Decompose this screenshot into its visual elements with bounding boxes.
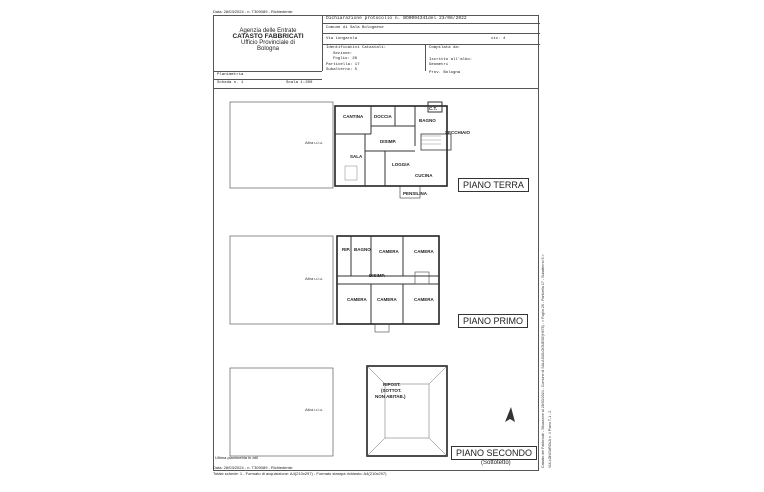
room-label: CAMERA bbox=[414, 249, 434, 254]
scala-label: Scala 1:200 bbox=[286, 81, 313, 85]
room-label: RIP. bbox=[342, 247, 351, 252]
room-label: CANTINA bbox=[343, 114, 364, 119]
agency-line2: CATASTO FABBRICATI bbox=[232, 33, 304, 40]
floor-label-primo: PIANO PRIMO bbox=[458, 314, 528, 328]
agency-line1: Agenzia delle Entrate bbox=[239, 28, 297, 34]
stair-well bbox=[415, 272, 429, 284]
room-label: CAMERA bbox=[379, 249, 399, 254]
planimetria-label: Planimetria bbox=[217, 73, 244, 77]
particella: Particella: 17 bbox=[326, 63, 360, 67]
room-label: RIPOST. bbox=[383, 382, 401, 387]
altra-uiu-terra: Altra u.i.u. bbox=[305, 140, 324, 145]
room-label: NON ABITAB.) bbox=[375, 394, 406, 399]
dichiarazione: Dichiarazione protocollo n. BO0094341del 23/06/2022 bbox=[326, 16, 467, 21]
room-label: (SOTTOT. bbox=[381, 388, 402, 393]
side-text-2: VIA LONGAROLA n. 4 Piano T-1 - 2 bbox=[548, 410, 552, 468]
sezione: Sezione: bbox=[333, 52, 353, 56]
room-label: CAMERA bbox=[414, 297, 434, 302]
floor-label-secondo: PIANO SECONDO bbox=[451, 446, 537, 460]
room-label: BAGNO bbox=[354, 247, 371, 252]
bottom-stamp-1: Data: 28/03/2024 - n. T309089 - Richiedente: bbox=[213, 465, 294, 470]
divider bbox=[323, 23, 540, 24]
roof-line bbox=[429, 438, 447, 456]
altra-uiu-outline bbox=[230, 368, 333, 456]
room-label: DISIMP. bbox=[380, 139, 397, 144]
inner-detail bbox=[345, 166, 357, 180]
iscritto: Iscritto all'albo: bbox=[429, 58, 473, 62]
agency-line4: Bologna bbox=[256, 46, 280, 52]
room-label: DOCCIA bbox=[374, 114, 392, 119]
scheda-label: Scheda n. 1 bbox=[217, 81, 244, 85]
room-label: DISIMP. bbox=[369, 273, 386, 278]
floor-sublabel-secondo: (Sottotetto) bbox=[481, 460, 511, 466]
comune: Comune di Sala Bolognese bbox=[326, 26, 384, 30]
foglio: Foglio: 26 bbox=[333, 57, 358, 61]
divider bbox=[214, 88, 539, 89]
room-label: LOGGIA bbox=[392, 162, 410, 167]
exterior-walls bbox=[367, 366, 447, 456]
header-info bbox=[322, 15, 540, 75]
room-label: CAMERA bbox=[347, 297, 367, 302]
subalterno: Subalterno: 5 bbox=[326, 68, 358, 72]
compilata-title: Compilata da: bbox=[429, 46, 461, 50]
altra-uiu-outline bbox=[230, 102, 333, 188]
stairs bbox=[421, 136, 441, 144]
agency-line3: Ufficio Provinciale di bbox=[241, 40, 295, 46]
room-label: CUCINA bbox=[415, 173, 433, 178]
prov: Prov. Bologna bbox=[429, 71, 461, 75]
room-label: PENSILINA bbox=[403, 191, 428, 196]
identificativi-title: Identificativi Catastali: bbox=[326, 46, 387, 50]
balcony bbox=[375, 324, 389, 332]
roof-line bbox=[429, 366, 447, 384]
room-label: BAGNO bbox=[419, 118, 436, 123]
top-stamp: Data: 28/03/2024 - n. T309089 - Richiedente: bbox=[213, 9, 294, 14]
divider bbox=[425, 44, 426, 71]
ultima-planimetria: Ultima planimetria in atti bbox=[215, 455, 258, 460]
divider bbox=[214, 79, 322, 80]
north-arrow-icon bbox=[505, 407, 515, 422]
side-text-1: Catasto dei Fabbricati - Situazione al 28/03/2024 - Comune di SALA BOLOGNESE(H678) - < Foglio 26 - Particella 17 - Subalterno 5 > bbox=[541, 254, 545, 468]
civ: civ. 4 bbox=[491, 37, 506, 41]
roof-line bbox=[367, 438, 385, 456]
floor-label-terra: PIANO TERRA bbox=[458, 178, 529, 192]
altra-uiu-primo: Altra u.i.u. bbox=[305, 276, 324, 281]
room-label: SECCHIAIO bbox=[445, 130, 471, 135]
via: Via Longarola bbox=[326, 37, 358, 41]
bottom-stamp-2: Totale schede: 1 - Formato di acquisizione: A4(210x297) - Formato stampa richiesto: A4(210x297) bbox=[213, 471, 387, 476]
room-label: C.T. bbox=[429, 106, 438, 111]
divider bbox=[214, 71, 322, 72]
room-label: SALA bbox=[350, 154, 363, 159]
geometri: Geometri bbox=[429, 63, 449, 67]
agency-block bbox=[214, 16, 322, 71]
divider bbox=[323, 44, 540, 45]
divider bbox=[323, 33, 540, 34]
room-label: CAMERA bbox=[377, 297, 397, 302]
altra-uiu-secondo: Altra u.i.u. bbox=[305, 407, 324, 412]
